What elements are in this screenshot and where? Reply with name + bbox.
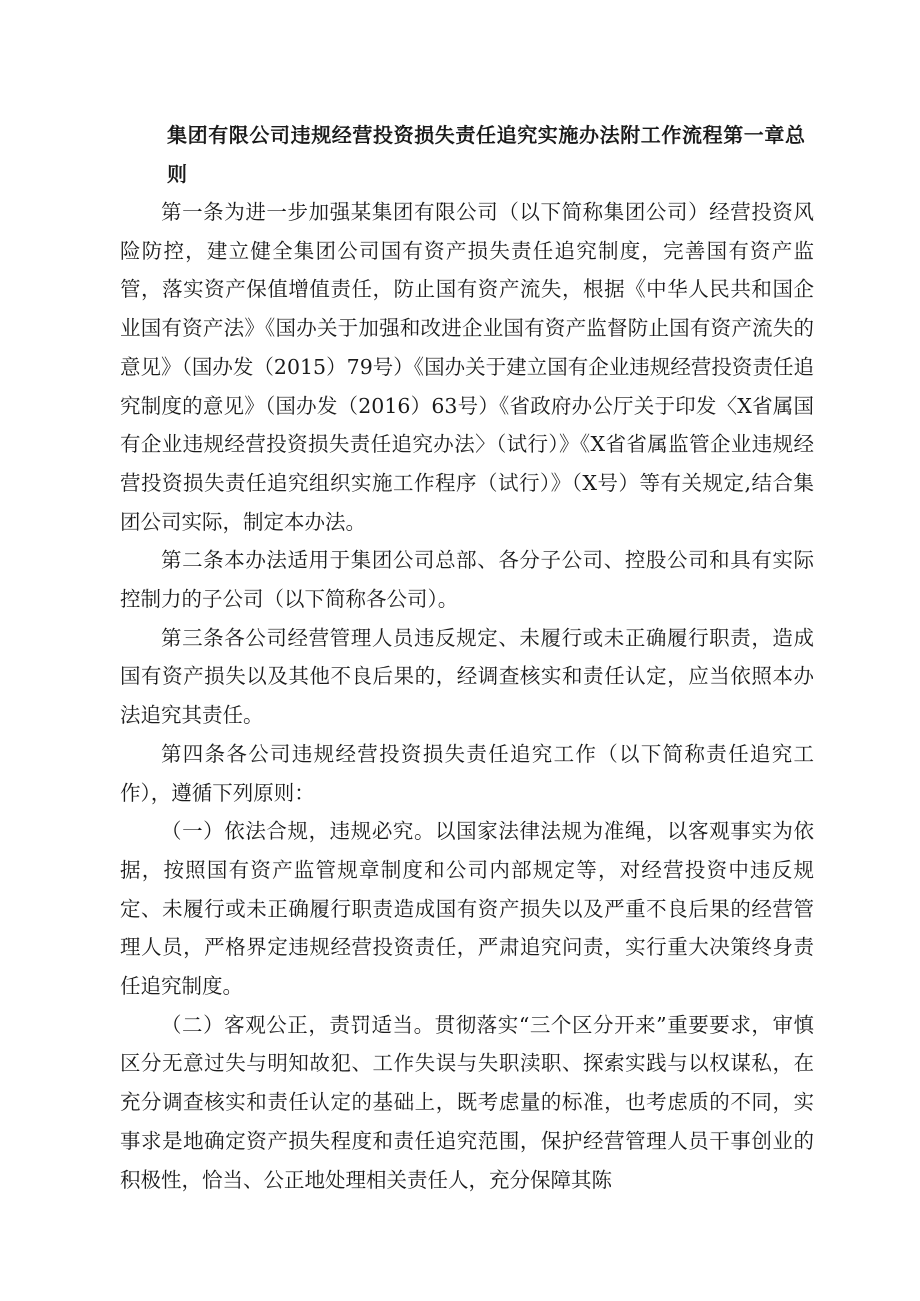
document-body: [120, 193, 814, 1199]
paragraph-article-4: 第四条各公司违规经营投资损失责任追究工作（以下简称责任追究工作），遵循下列原则：: [120, 741, 814, 805]
document-title: 集团有限公司违规经营投资损失责任追究实施办法附工作流程第一章总则: [167, 123, 806, 186]
paragraph-principle-1: （一）依法合规，违规必究。以国家法律法规为准绳，以客观事实为依据，按照国有资产监管规章制度和公司内部规定等，对经营投资中违反规定、未履行或未正确履行职责造成国有资产损失以及严重不良后果的经营管理人员，严格界定违规经营投资责任，严肃追究问责，实行重大决策终身责任追究制度。: [120, 819, 814, 999]
paragraph-principle-2: （二）客观公正，责罚适当。贯彻落实“三个区分开来”重要要求，审慎区分无意过失与明知故犯、工作失误与失职渎职、探索实践与以权谋私，在充分调查核实和责任认定的基础上，既考虑量的标准，也考虑质的不同，实事求是地确定资产损失程度和责任追究范围，保护经营管理人员干事创业的积极性，恰当、公正地处理相关责任人，充分保障其陈: [120, 1012, 814, 1192]
paragraph-article-2: 第二条本办法适用于集团公司总部、各分子公司、控股公司和具有实际控制力的子公司（以下简称各公司）。: [120, 548, 814, 612]
paragraph-article-1: 第一条为进一步加强某集团有限公司（以下简称集团公司）经营投资风险防控，建立健全集团公司国有资产损失责任追究制度，完善国有资产监管，落实资产保值增值责任，防止国有资产流失，根据《中华人民共和国企业国有资产法》《国办关于加强和改进企业国有资产监督防止国有资产流失的意见》（国办发（2015）79号）《国办关于建立国有企业违规经营投资责任追究制度的意见》（国办发（2016）63号）《省政府办公厅关于印发〈X省属国有企业违规经营投资损失责任追究办法〉（试行）》《X省省属监管企业违规经营投资损失责任追究组织实施工作程序（试行）》（X号）等有关规定,结合集团公司实际，制定本办法。: [120, 200, 814, 534]
paragraph-article-3: 第三条各公司经营管理人员违反规定、未履行或未正确履行职责，造成国有资产损失以及其他不良后果的，经调查核实和责任认定，应当依照本办法追究其责任。: [120, 625, 814, 728]
